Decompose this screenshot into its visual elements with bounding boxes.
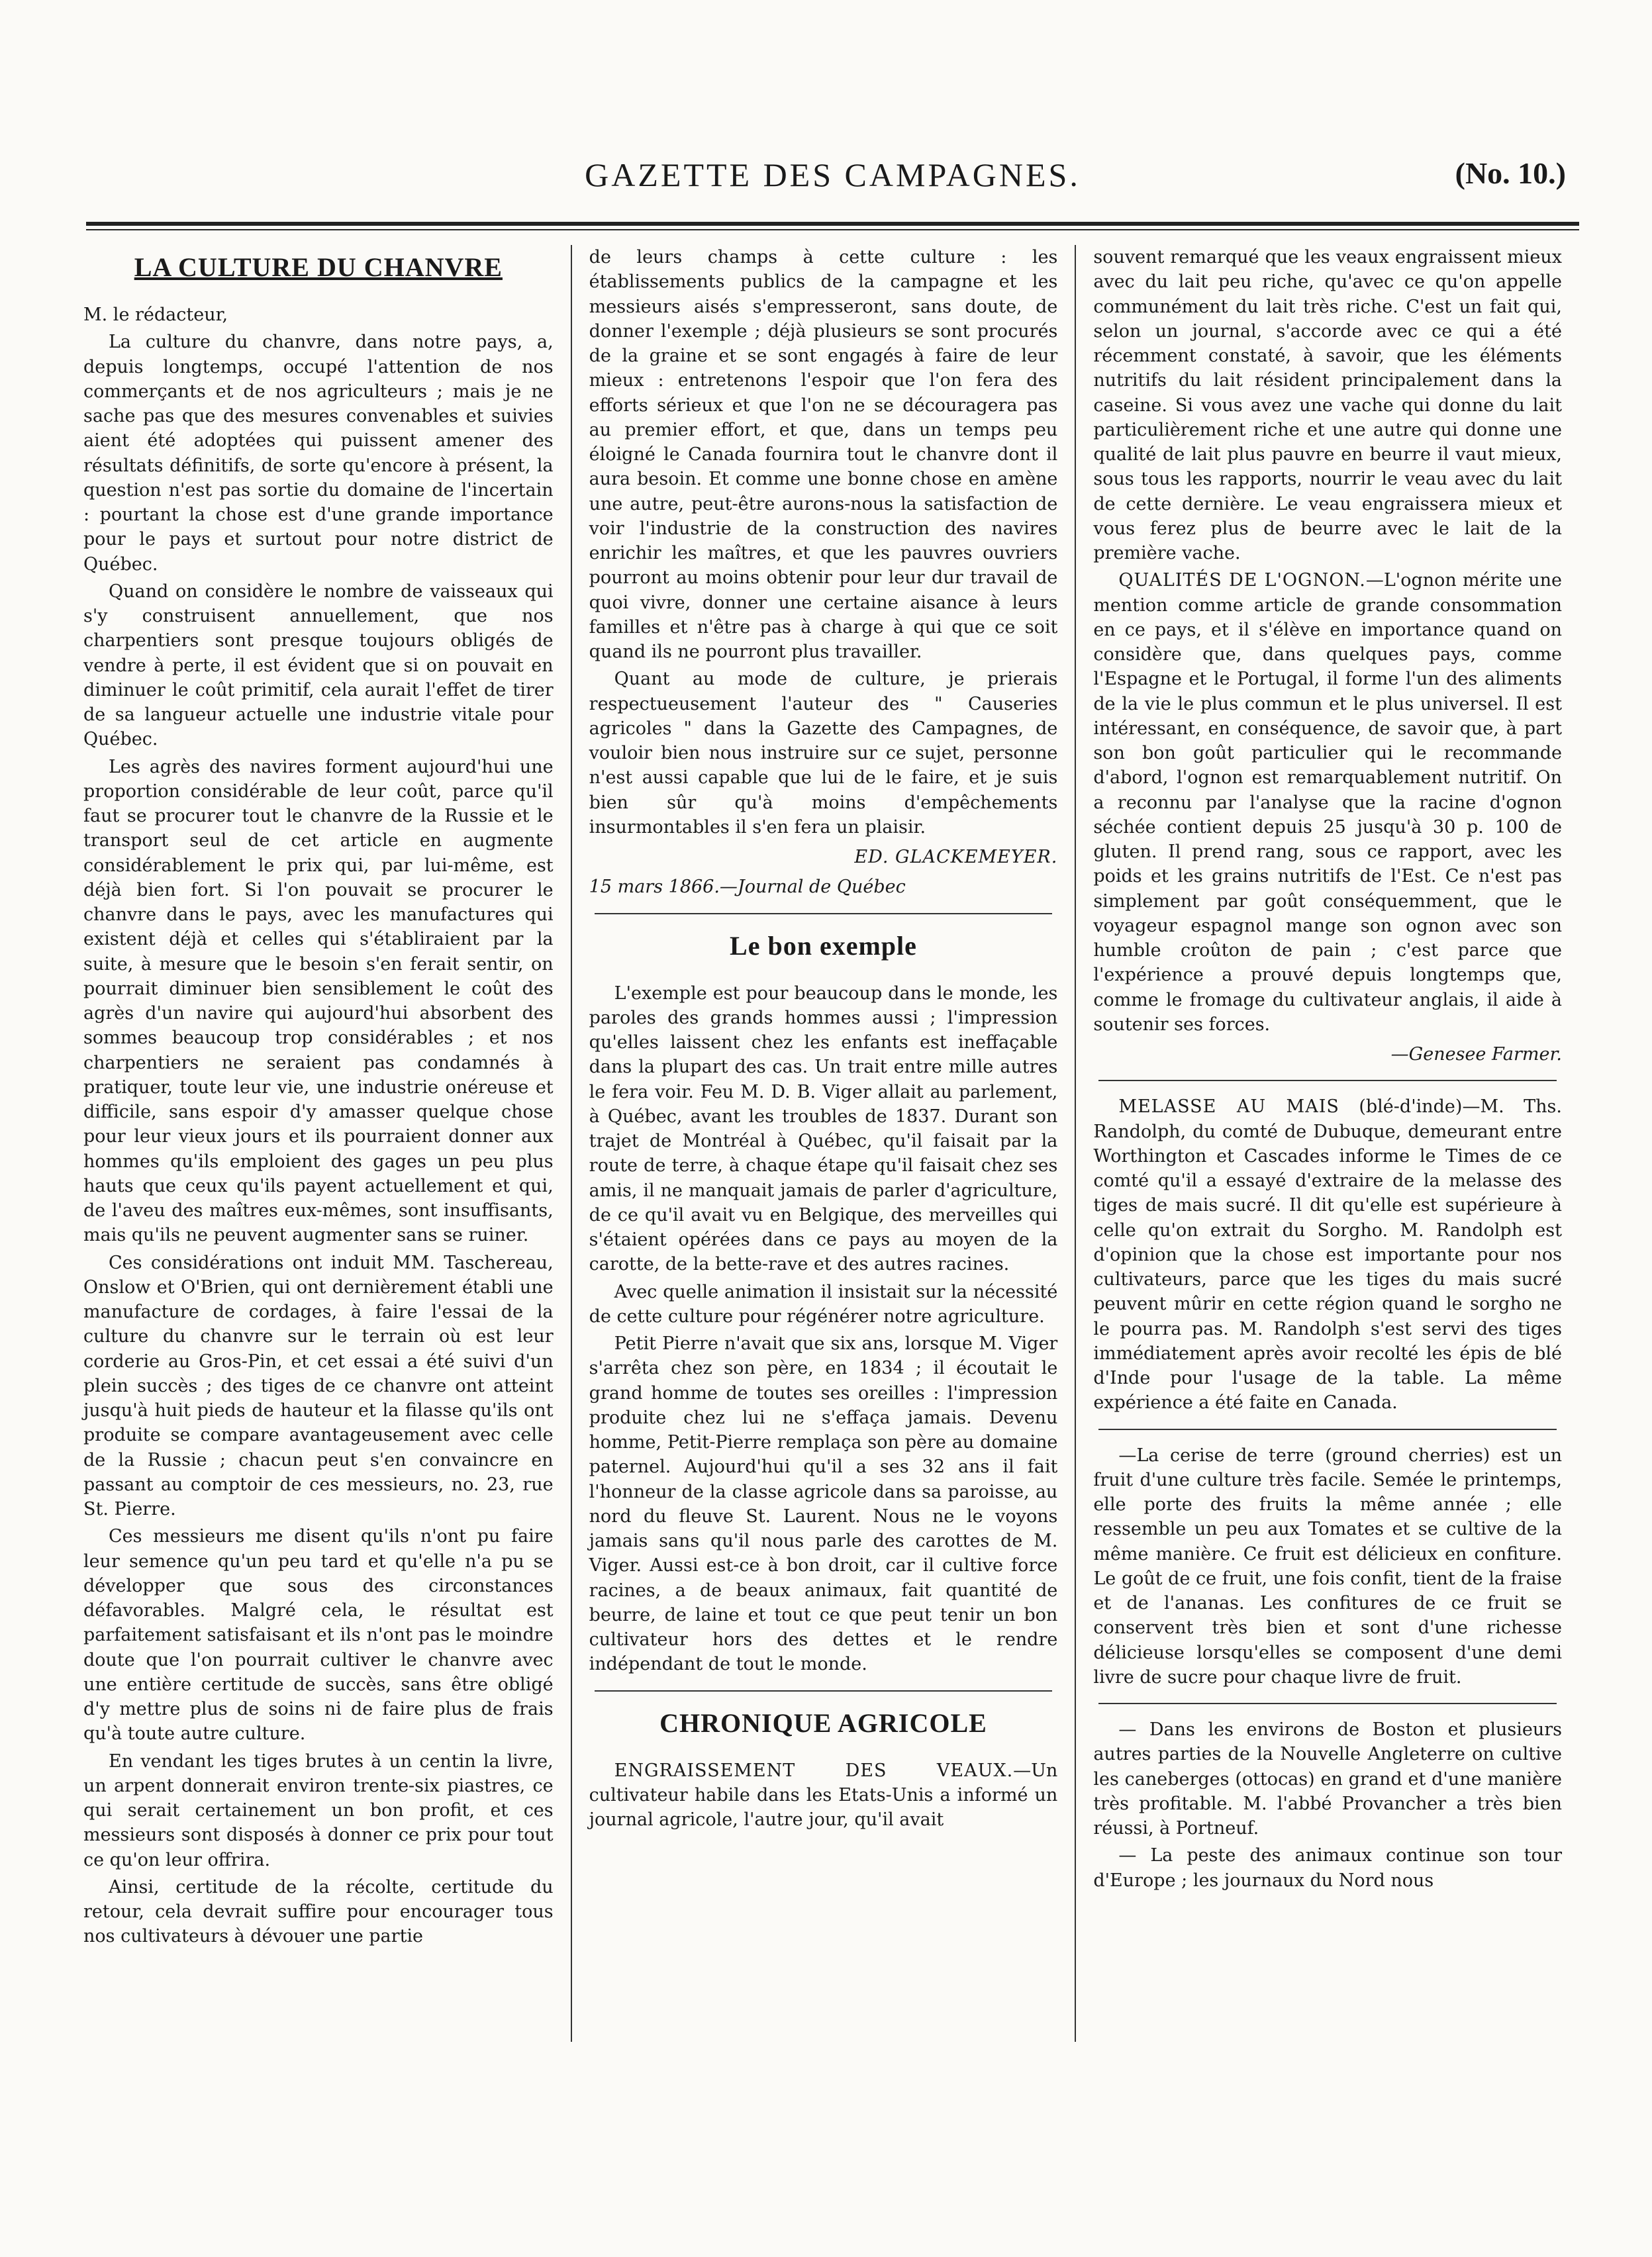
column-3 <box>1075 245 1579 2042</box>
issue-number: (No. 10.) <box>1455 156 1566 190</box>
article-heading-chronique: CHRONIQUE AGRICOLE <box>659 1707 987 1738</box>
paragraph: Ces messieurs me disent qu'ils n'ont pu faire leur semence qu'un peu tard et qu'elle n'a pu se développer que sous des circonstances défavorables. Malgré cela, le résultat est parfaitement satisfaisant et ils n'ont pas le moindre doute que l'on pourrait cultiver le chanvre avec une entière certitude de succès, sans être obligé d'y mettre plus de soins ni de faire plus de frais qu'à toute autre culture. <box>83 1526 554 1745</box>
paragraph: En vendant les tiges brutes à un centin la livre, un arpent donnerait environ trente-six piastres, ce qui serait certainement un bon profit, et ces messieurs sont disposés à donner ce prix pour tout ce qu'on leur offrira. <box>83 1751 554 1870</box>
paragraph: La culture du chanvre, dans notre pays, a, depuis longtemps, occupé l'attention de nos commerçants et de nos agriculteurs ; mais je ne sache pas que des mesures convenables et suivies aient été adoptées qui puissent amener des résultats définitifs, de sorte qu'encore à présent, la question n'est pas sortie du domaine de l'incertain : pourtant la chose est d'une grande importance pour le pays et surtout pour notre district de Québec. <box>83 332 554 575</box>
paragraph: de leurs champs à cette culture : les établissements publics de la campagne et les messieurs aisés s'empresseront, sans doute, de donner l'exemple ; déjà plusieurs se sont procurés de la graine et se sont engagés à faire de leur mieux : entretenons l'espoir que l'on fera des efforts sérieux et que l'on ne se découragera pas au premier effort, et que, dans un temps peu éloigné le Canada fournira tout le chanvre dont il aura besoin. Et comme une bonne chose en amène une autre, peut-être aurons-nous la satisfaction de voir l'industrie de la construction des navires enrichir les maîtres, et que les pauvres ouvriers pourront au moins obtenir pour leur dur travail de quoi vivre, donner une certaine aisance à leurs familles et n'être pas à charge à qui que ce soit quand ils ne pourront plus travailler. <box>589 247 1058 662</box>
paragraph: souvent remarqué que les veaux engraissent mieux avec du lait peu riche, qu'avec ce qu'on appelle communément du lait très riche. C'est un fait qui, selon un journal, s'accorde avec ce qui a été récemment constaté, à savoir, que les éléments nutritifs du lait résident principalement dans la caseine. Si vous avez une vache qui donne du lait particulièrement riche et une autre qui donne une qualité de lait plus pauvre en beurre il vaut mieux, sous tous les rapports, nourrir le veau avec du lait de cette dernière. Le veau engraissera mieux et vous ferez plus de beurre avec le lait de la première vache. <box>1093 247 1562 563</box>
paragraph: Quant au mode de culture, je prierais respectueusement l'auteur des " Causeries agricoles " dans la Gazette des Campagnes, de vouloir bien nous instruire sur ce sujet, personne n'est aussi capable que lui de le faire, et je suis bien sûr qu'à moins d'empêchements insurmontables il s'en fera un plaisir. <box>589 669 1058 838</box>
newspaper-title: GAZETTE DES CAMPAGNES. <box>585 156 1081 193</box>
article-heading-chanvre: LA CULTURE DU CHANVRE <box>134 252 503 282</box>
paragraph: Ainsi, certitude de la récolte, certitude du retour, cela devrait suffire pour encourager tous nos cultivateurs à dévouer une partie <box>83 1876 554 1947</box>
section-divider <box>595 913 1053 914</box>
page-header <box>86 156 1579 209</box>
paragraph: Avec quelle animation il insistait sur la nécessité de cette culture pour régénérer notre agriculture. <box>589 1281 1058 1327</box>
signature: ED. GLACKEMEYER. <box>854 847 1058 867</box>
section-divider <box>1098 1703 1557 1704</box>
section-divider <box>1098 1080 1557 1081</box>
paragraph: Quand on considère le nombre de vaisseaux qui s'y construisent annuellement, que nos charpentiers sont presque toujours obligés de vendre à perte, il est évident que si on pouvait en diminuer le coût primitif, cela aurait l'effet de tirer de sa langueur actuelle une industrie vitale pour Québec. <box>83 581 554 750</box>
column-1 <box>66 245 571 2042</box>
section-divider <box>595 1690 1053 1692</box>
salutation: M. le rédacteur, <box>83 305 228 326</box>
item-lead: QUALITÉS DE L'OGNON. <box>1118 570 1366 591</box>
paragraph: — La peste des animaux continue son tour d'Europe ; les journaux du Nord nous <box>1093 1845 1562 1891</box>
paragraph: —L'ognon mérite une mention comme article de grande consommation en ce pays, et il s'élève en importance quand on considère que, dans quelques pays, comme l'Espagne et le Portugal, il forme l'un des aliments de la vie le plus commun et le plus universel. Il est intéressant, en conséquence, de savoir que, à part son bon goût particulier qui le recommande d'abord, l'ognon est remarquablement nutritif. On a reconnu par l'analyse que la racine d'ognon séchée contient depuis 25 jusqu'à 30 p. 100 de gluten. Il prend rang, sous ce rapport, avec les poids et les grains nutritifs de l'Est. Ce n'est pas simplement par goût conséquemment, que le voyageur espagnol mange son ognon avec son humble croûton de pain ; c'est parce que l'expérience a prouvé depuis longtemps que, comme le fromage du cultivateur anglais, il aide à soutenir ses forces. <box>1093 570 1562 1035</box>
paragraph: —La cerise de terre (ground cherries) est un fruit d'une culture très facile. Semée le printemps, elle porte des fruits la même année ; elle ressemble un peu aux Tomates et se cultive de la même manière. Ce fruit est délicieux en confiture. Le goût de ce fruit, une fois confit, tient de la fraise et de l'ananas. Les confitures de ce fruit se conservent très bien et sont d'une richesse délicieuse lorsqu'elles se composent d'une demi livre de sucre pour chaque livre de fruit. <box>1093 1445 1563 1688</box>
item-lead: MELASSE AU MAIS <box>1118 1096 1339 1118</box>
source-credit: —Genesee Farmer. <box>1390 1044 1562 1065</box>
paragraph: Ces considérations ont induit MM. Taschereau, Onslow et O'Brien, qui ont dernièrement établi une manufacture de cordages, à faire l'essai de la culture du chanvre sur le terrain où est leur corderie au Gros-Pin, et cet essai a été suivi d'un plein succès ; des tiges de ce chanvre ont atteint jusqu'à huit pieds de hauteur et la filasse qu'ils ont produite se compare avantageusement avec celle de la Russie ; chacun peut s'en convaincre en passant au comptoir de ces messieurs, no. 23, rue St. Pierre. <box>83 1252 554 1520</box>
paragraph: — Dans les environs de Boston et plusieurs autres parties de la Nouvelle Angleterre on cultive les caneberges (ottocas) en grand et d'une manière très profitable. M. l'abbé Provancher a très bien réussi, à Portneuf. <box>1093 1719 1562 1839</box>
article-columns <box>66 245 1579 2042</box>
paragraph: —Un cultivateur habile dans les Etats-Unis a informé un journal agricole, l'autre jour, qu'il avait <box>589 1760 1058 1831</box>
paragraph: Les agrès des navires forment aujourd'hui une proportion considérable de leur coût, parce qu'il faut se procurer tout le chanvre de la Russie et le transport seul de cet article en augmente considérablement le prix qui, par lui-même, est déjà bien fort. Si l'on pouvait se procurer le chanvre dans le pays, avec les manufactures qui existent déjà et celles qui s'établiraient par la suite, à mesure que le besoin s'en ferait sentir, on pourrait diminuer bien sensiblement le coût des agrès d'un navire qui aujourd'hui absorbent des sommes beaucoup trop considérables ; et nos charpentiers ne seraient pas condamnés à pratiquer, toute leur vie, une industrie onéreuse et difficile, sans espoir d'y amasser quelque chose pour leur vieux jours et ils pourraient donner aux hommes qu'ils emploient des gages un peu plus hauts que ceux qu'ils payent actuellement et qui, de l'aveu des maîtres eux-mêmes, sont insuffisants, mais qu'ils ne peuvent augmenter sans se ruiner. <box>83 756 554 1246</box>
header-rule <box>86 222 1579 230</box>
article-heading-bon-exemple: Le bon exemple <box>730 930 917 961</box>
paragraph: (blé-d'inde)—M. Ths. Randolph, du comté de Dubuque, demeurant entre Worthington et Cascades informe le Times de ce comté qu'il a essayé d'extraire de la melasse des tiges de mais sucré. Il dit qu'elle est supérieure à celle qu'on extrait du Sorgho. M. Randolph est d'opinion que la chose est importante pour nos cultivateurs, parce que les tiges du mais sucré peuvent mûrir en cette région quand le sorgho ne le pourra pas. M. Randolph s'est servi des tiges immédiatement après avoir recolté les épis de blé d'Inde pour l'usage de la table. La même expérience a été faite en Canada. <box>1093 1096 1562 1414</box>
paragraph: Petit Pierre n'avait que six ans, lorsque M. Viger s'arrêta chez son père, en 1834 ; il écoutait le grand homme de toutes ses oreilles : l'impression produite chez lui ne s'effaça jamais. Devenu homme, Petit-Pierre remplaça son père au domaine paternel. Aujourd'hui qu'il a ses 32 ans il fait l'honneur de la classe agricole dans sa paroisse, au nord du fleuve St. Laurent. Nous ne le voyons jamais sans qu'il nous parle des carottes de M. Viger. Aussi est-ce à bon droit, car il cultive force racines, a de beaux animaux, fait quantité de beurre, de laine et tout ce que peut tenir un bon cultivateur hors des dettes et le rendre indépendant de tout le monde. <box>589 1333 1058 1675</box>
column-2 <box>571 245 1075 2042</box>
dateline: 15 mars 1866.—Journal de Québec <box>589 877 906 898</box>
item-lead: ENGRAISSEMENT DES VEAUX. <box>614 1760 1014 1781</box>
paragraph: L'exemple est pour beaucoup dans le monde, les paroles des grands hommes aussi ; l'impression qu'elles laissent chez les enfants est ineffaçable dans la plupart des cas. Un trait entre mille autres le fera voir. Feu M. D. B. Viger allait au parlement, à Québec, avant les troubles de 1837. Durant son trajet de Montréal à Québec, qu'il faisait par la route de terre, à chaque étape qu'il faisait chez ses amis, il ne manquait jamais de parler d'agriculture, de ce qu'il avait vu en Belgique, des merveilles qui s'étaient opérées dans ce pays au moyen de la carotte, de la bette-rave et des autres racines. <box>589 983 1058 1275</box>
section-divider <box>1098 1429 1557 1430</box>
